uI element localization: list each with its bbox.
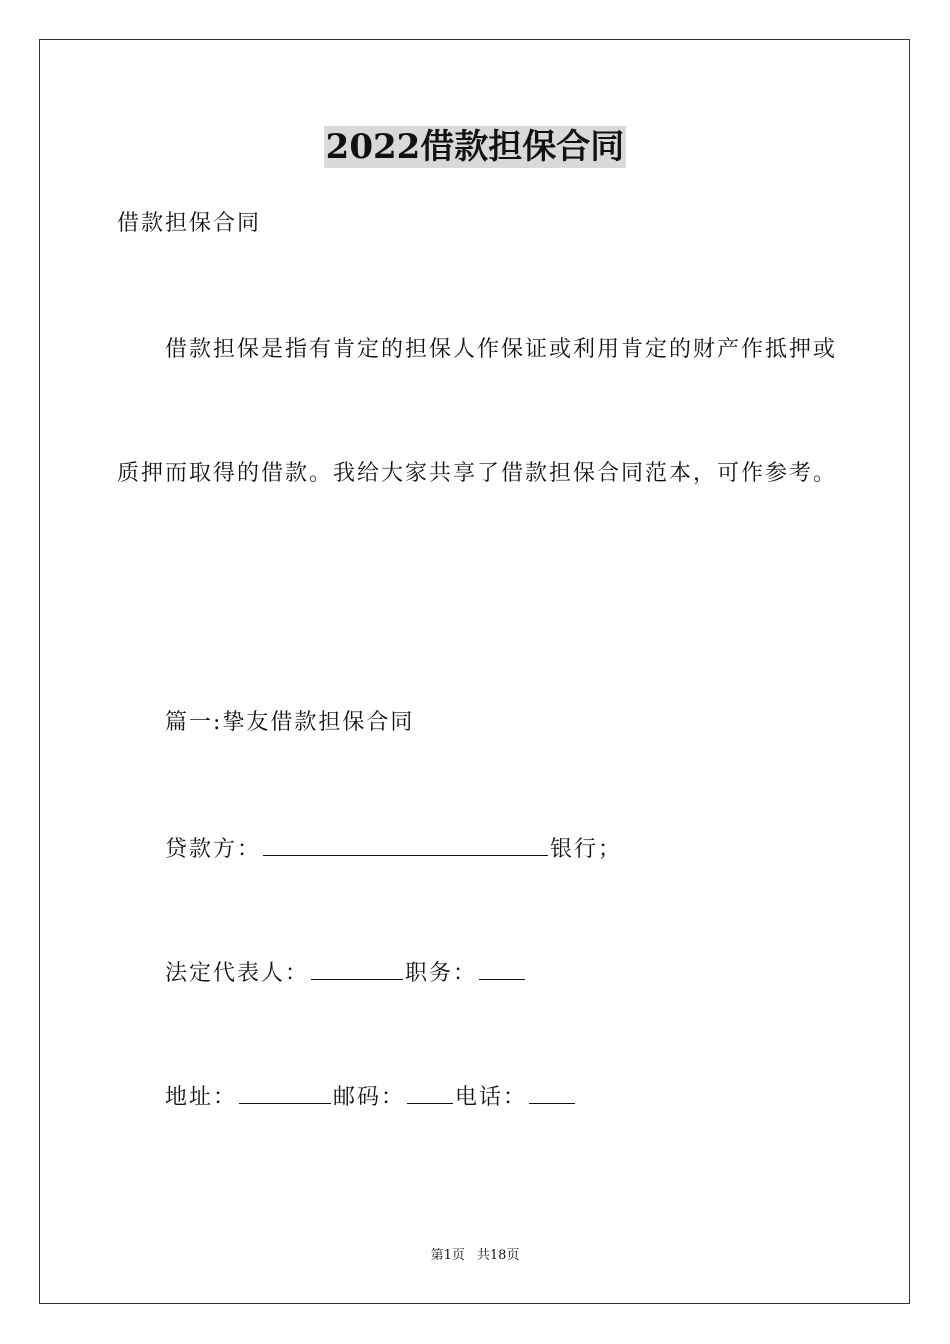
document-title: 2022借款担保合同	[325, 127, 625, 167]
phone-label: 电话：	[455, 1085, 528, 1110]
page-number-current: 第1页	[430, 1248, 465, 1263]
lender-blank[interactable]	[263, 833, 548, 856]
page-number-total: 共18页	[476, 1248, 520, 1263]
phone-blank[interactable]	[529, 1081, 575, 1104]
position-blank[interactable]	[479, 957, 525, 980]
postcode-blank[interactable]	[407, 1081, 453, 1104]
section-heading: 篇一:挚友借款担保合同	[165, 710, 415, 735]
representative-label: 法定代表人：	[165, 961, 310, 986]
lender-line	[165, 833, 622, 865]
lender-label: 贷款方：	[165, 837, 262, 862]
address-label: 地址：	[165, 1085, 238, 1110]
title-container	[0, 126, 950, 168]
postcode-label: 邮码：	[333, 1085, 406, 1110]
intro-paragraph-line-1: 借款担保是指有肯定的担保人作保证或利用肯定的财产作抵押或	[165, 337, 838, 362]
intro-paragraph-line-2: 质押而取得的借款。我给大家共享了借款担保合同范本，可作参考。	[117, 461, 838, 486]
position-label: 职务：	[405, 961, 478, 986]
lender-suffix: 银行；	[550, 837, 623, 862]
representative-blank[interactable]	[311, 957, 403, 980]
page-footer	[0, 1247, 950, 1265]
address-line	[165, 1081, 577, 1113]
document-subtitle: 借款担保合同	[117, 211, 262, 236]
address-blank[interactable]	[239, 1081, 331, 1104]
representative-line	[165, 957, 527, 989]
